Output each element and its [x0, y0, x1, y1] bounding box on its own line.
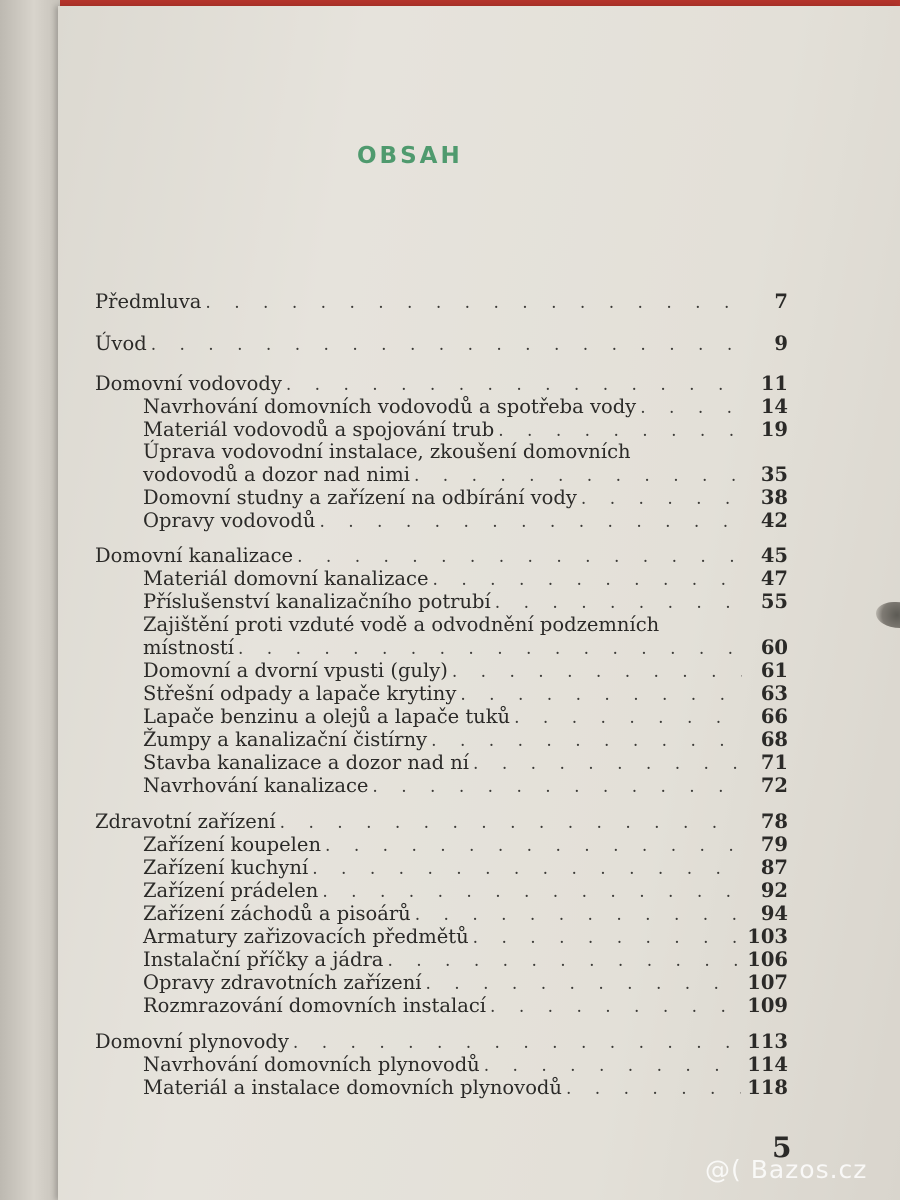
- toc-entry-title: vodovodů a dozor nad nimi: [143, 463, 410, 486]
- toc-entry-title: Materiál vodovodů a spojování trub: [143, 418, 495, 441]
- toc-entry-title: Opravy vodovodů: [143, 509, 316, 532]
- toc-entry-page: 19: [760, 418, 788, 441]
- toc-entry-page: 38: [760, 486, 788, 509]
- toc-entry: [143, 590, 788, 615]
- toc-leader-dots: [425, 973, 741, 996]
- toc-entry: [143, 509, 788, 534]
- toc-entry: [143, 395, 788, 420]
- toc-leader-dots: [319, 511, 742, 534]
- toc-entry-page: 114: [747, 1053, 788, 1076]
- toc-entry-page: 7: [774, 290, 788, 313]
- toc-entry: [143, 1076, 788, 1101]
- toc-entry-title: Úvod: [95, 332, 147, 355]
- toc-leader-dots: [297, 546, 742, 569]
- toc-leader-dots: [415, 904, 742, 927]
- toc-entry: [143, 486, 788, 511]
- toc-leader-dots: [286, 374, 742, 397]
- toc-entry-page: 9: [774, 332, 788, 355]
- toc-entry-title: Domovní plynovody: [95, 1030, 289, 1053]
- toc-leader-dots: [431, 730, 742, 753]
- toc-entry: [143, 948, 788, 973]
- toc-leader-dots: [581, 488, 742, 511]
- toc-entry: [143, 774, 788, 799]
- toc-entry-title: Zařízení záchodů a pisoárů: [143, 902, 411, 925]
- toc-entry: [143, 728, 788, 753]
- toc-entry-title: Příslušenství kanalizačního potrubí: [143, 590, 491, 613]
- toc-entry: [143, 925, 788, 950]
- toc-entry-page: 109: [747, 994, 788, 1017]
- toc-leader-dots: [238, 638, 742, 661]
- toc-entry-title: Lapače benzinu a olejů a lapače tuků: [143, 705, 511, 728]
- toc-entry: [143, 613, 788, 638]
- toc-entry-page: 94: [760, 902, 788, 925]
- toc-entry-page: 42: [760, 509, 788, 532]
- toc-entry-page: 87: [760, 856, 788, 879]
- toc-entry-page: 106: [747, 948, 788, 971]
- toc-entry-title: Zařízení kuchyní: [143, 856, 309, 879]
- toc-leader-dots: [566, 1078, 741, 1101]
- toc-entry: [143, 879, 788, 904]
- toc-entry-title: Navrhování domovních plynovodů: [143, 1053, 480, 1076]
- toc-entry-page: 113: [747, 1030, 788, 1053]
- toc-leader-dots: [490, 996, 741, 1019]
- toc-entry-page: 78: [760, 810, 788, 833]
- toc-entry-title: místností: [143, 636, 234, 659]
- toc-entry-title: Materiál a instalace domovních plynovodů: [143, 1076, 562, 1099]
- toc-entry-title: Instalační příčky a jádra: [143, 948, 384, 971]
- page-number: 5: [772, 1131, 792, 1164]
- toc-leader-dots: [414, 465, 742, 488]
- toc-entry: [143, 567, 788, 592]
- toc-entry-title: Navrhování kanalizace: [143, 774, 369, 797]
- toc-entry-title: Domovní studny a zařízení na odbírání vody: [143, 486, 577, 509]
- toc-entry: [143, 1053, 788, 1078]
- toc-leader-dots: [433, 569, 742, 592]
- toc-entry-page: 118: [747, 1076, 788, 1099]
- toc-entry-title: Materiál domovní kanalizace: [143, 567, 429, 590]
- toc-entry-title: Domovní vodovody: [95, 372, 282, 395]
- toc-entry: [143, 659, 788, 684]
- toc-entry-title: Domovní kanalizace: [95, 544, 294, 567]
- toc-entry-title: Domovní a dvorní vpusti (guly): [143, 659, 448, 682]
- toc-entry: [143, 705, 788, 730]
- toc-entry-page: 11: [760, 372, 788, 395]
- toc-entry-title: Žumpy a kanalizační čistírny: [143, 728, 428, 751]
- toc-entry-title: Předmluva: [95, 290, 202, 313]
- page-stain: [876, 602, 900, 628]
- toc-entry-title: Armatury zařizovacích předmětů: [143, 925, 469, 948]
- toc-entry-title: Zdravotní zařízení: [95, 810, 276, 833]
- toc-entry: [95, 332, 788, 357]
- toc-entry-page: 55: [760, 590, 788, 613]
- toc-entry-page: 35: [760, 463, 788, 486]
- toc-entry-title: Střešní odpady a lapače krytiny: [143, 682, 457, 705]
- toc-leader-dots: [514, 707, 742, 730]
- watermark: @( Bazos.cz: [705, 1155, 868, 1184]
- toc-entry-page: 14: [760, 395, 788, 418]
- toc-leader-dots: [495, 592, 742, 615]
- toc-entry-page: 45: [760, 544, 788, 567]
- toc-entry-title: Stavba kanalizace a dozor nad ní: [143, 751, 470, 774]
- toc-entry: [143, 751, 788, 776]
- toc-entry-page: 66: [760, 705, 788, 728]
- toc-leader-dots: [640, 397, 742, 420]
- toc-entry: [95, 1030, 788, 1055]
- toc-entry: [143, 994, 788, 1019]
- toc-leader-dots: [387, 950, 741, 973]
- adjacent-pages-edge: [0, 0, 62, 1200]
- toc-entry-page: 63: [760, 682, 788, 705]
- toc-entry-page: 60: [760, 636, 788, 659]
- toc-entry-title: Opravy zdravotních zařízení: [143, 971, 422, 994]
- toc-entry-title: Zajištění proti vzduté vodě a odvodnění podzemních: [143, 613, 660, 636]
- toc-leader-dots: [452, 661, 742, 684]
- toc-entry: [95, 810, 788, 835]
- toc-entry: [95, 372, 788, 397]
- page-title: OBSAH: [357, 143, 463, 169]
- toc-entry: [143, 902, 788, 927]
- toc-entry: [143, 971, 788, 996]
- toc-entry-title: Úprava vodovodní instalace, zkoušení domovních: [143, 440, 631, 463]
- toc-entry-page: 71: [760, 751, 788, 774]
- toc-entry: [143, 856, 788, 881]
- toc-entry-title: Zařízení koupelen: [143, 833, 322, 856]
- toc-entry: [143, 682, 788, 707]
- toc-leader-dots: [293, 1032, 741, 1055]
- toc-leader-dots: [460, 684, 742, 707]
- toc-entry: [143, 440, 788, 465]
- toc-entry: [143, 833, 788, 858]
- toc-leader-dots: [325, 835, 742, 858]
- toc-leader-dots: [484, 1055, 742, 1078]
- toc-entry-page: 68: [760, 728, 788, 751]
- toc-leader-dots: [372, 776, 742, 799]
- toc-entry-page: 61: [760, 659, 788, 682]
- toc-leader-dots: [473, 753, 742, 776]
- toc-entry-page: 72: [760, 774, 788, 797]
- toc-leader-dots: [280, 812, 742, 835]
- toc-entry-page: 92: [760, 879, 788, 902]
- toc-entry-title: Navrhování domovních vodovodů a spotřeba vody: [143, 395, 637, 418]
- toc-entry-page: 47: [760, 567, 788, 590]
- toc-leader-dots: [151, 334, 742, 357]
- toc-leader-dots: [205, 292, 742, 315]
- toc-entry-page: 103: [747, 925, 788, 948]
- toc-leader-dots: [473, 927, 742, 950]
- toc-entry-page: 79: [760, 833, 788, 856]
- toc-leader-dots: [312, 858, 742, 881]
- toc-entry: [143, 463, 788, 488]
- toc-entry: [95, 290, 788, 315]
- toc-entry: [95, 544, 788, 569]
- toc-leader-dots: [322, 881, 742, 904]
- toc-entry-page: 107: [747, 971, 788, 994]
- toc-entry-title: Rozmrazování domovních instalací: [143, 994, 487, 1017]
- toc-entry: [143, 636, 788, 661]
- toc-entry-title: Zařízení prádelen: [143, 879, 319, 902]
